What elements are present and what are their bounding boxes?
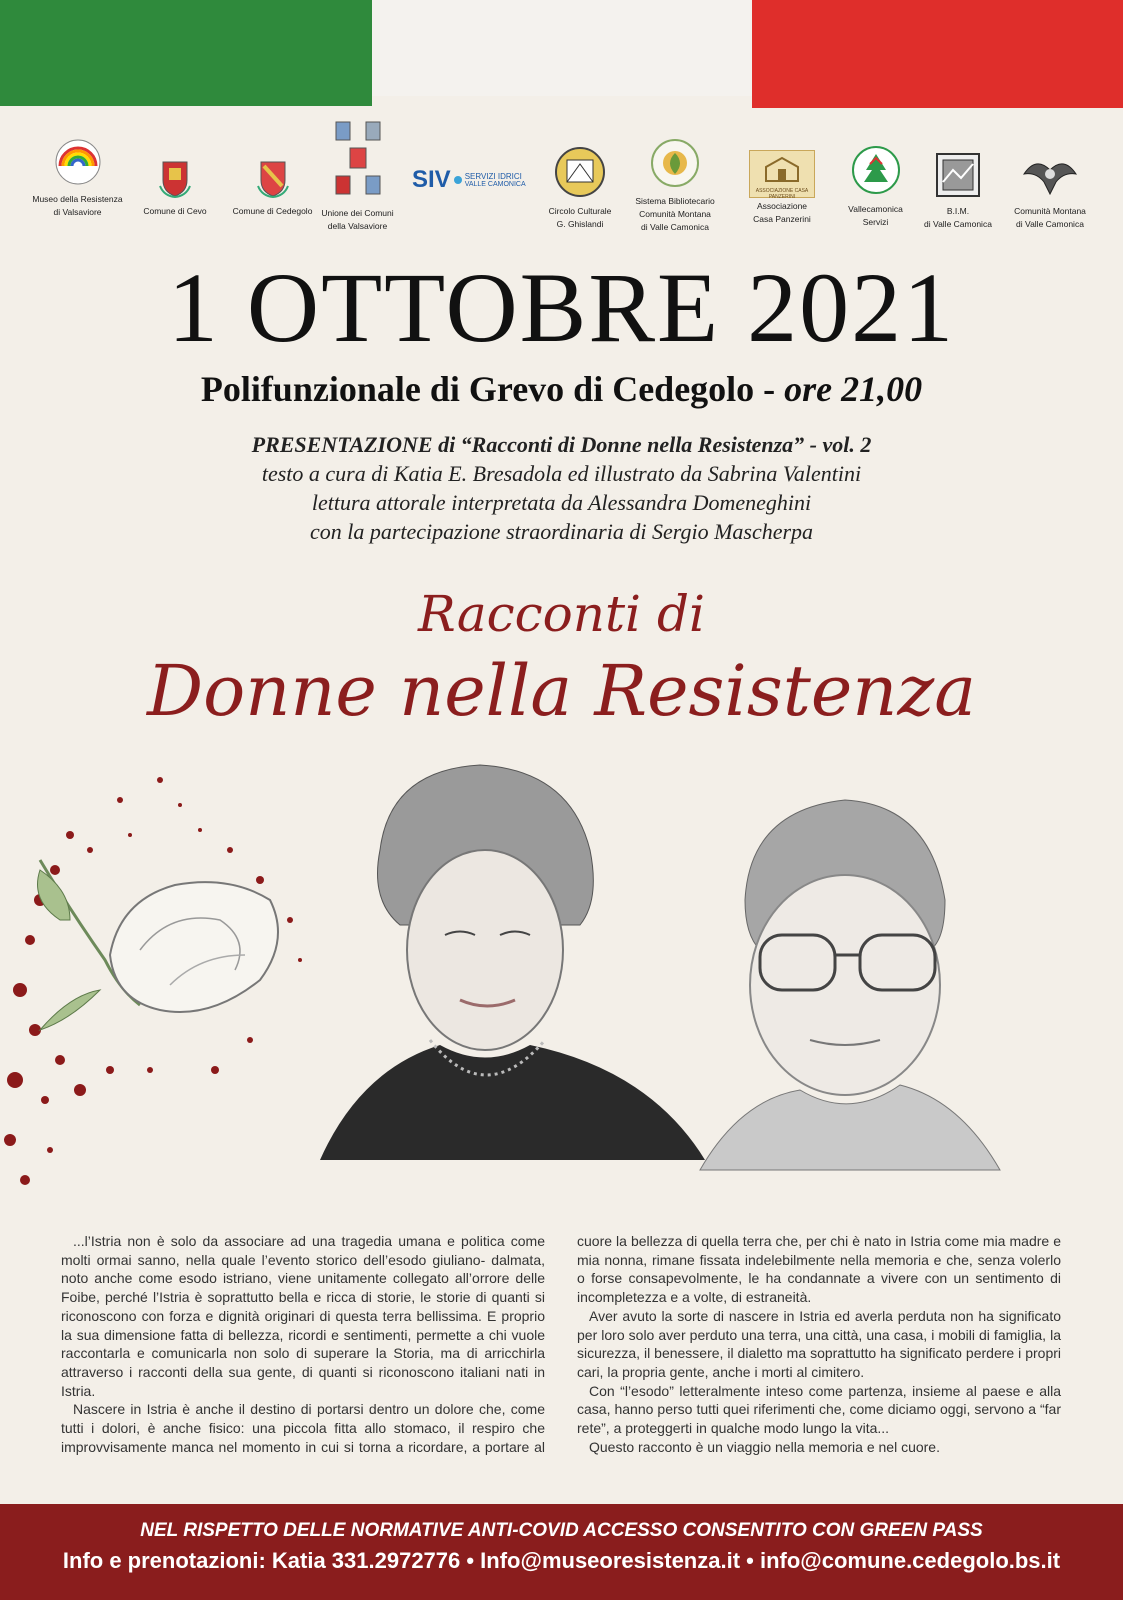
- logo-caption: Casa Panzerini: [753, 214, 811, 224]
- water-drop-icon: [454, 176, 462, 184]
- story-paragraph: ...l’Istria non è solo da associare ad una tragedia umana e politica come molti ormai sanno, nella quale l’evento storico dell’esodo giuliano- dalmata, noto anche come esodo istriano, viene unitamente collegato all’orrore delle Foibe, perché l’Istria è soprattutto bella e ricca di storie, le storie di quanti si riconoscono con forza e dignità originari di questa terra bellissima. E proprio la sua dimensione fatta di bellezza, ricordi e sentimenti, permette a chi vuole raccontarla e comunicarla non solo di superare la Storia, ma di arricchirla attraverso i racconti della sua gente, di quanti si riconoscono italiani nati in Istria.: [61, 1233, 545, 1399]
- event-time: ore 21,00: [784, 369, 923, 409]
- siv-wordmark: SIV: [412, 166, 451, 193]
- logo-caption: Vallecamonica: [848, 204, 903, 214]
- presentation-title: PRESENTAZIONE di “Racconti di Donne nella Resistenza” - vol. 2: [251, 432, 872, 457]
- eagle-emblem-icon: [1020, 152, 1080, 198]
- unione-comuni-logo: [315, 118, 400, 231]
- story-paragraph: Aver avuto la sorte di nascere in Istria ed averla perduta non ha significato per loro solo aver perduto una terra, una città, una casa, i mobili di famiglia, la sicurezza, il benessere, il dialetto ma soprattutto ha significato perdere i propri cari, la propria gente, anche i morti al cimitero.: [577, 1307, 1061, 1380]
- footer-banner: [0, 1504, 1123, 1600]
- white-rose-icon: [38, 860, 279, 1030]
- logo-caption: Servizi: [862, 217, 889, 227]
- casa-panzerini-badge-text: ASSOCIAZIONE CASA PANZERINI: [755, 188, 809, 200]
- event-date: 1 OTTOBRE 2021: [167, 252, 956, 363]
- logo-caption: di Valle Camonica: [1016, 219, 1084, 229]
- logo-caption: della Valsaviore: [327, 221, 388, 231]
- bim-logo: [918, 152, 998, 229]
- comune-cevo-logo: [140, 156, 210, 216]
- logo-caption: B.I.M.: [946, 206, 970, 216]
- illustration-rose-and-portraits: [0, 740, 1123, 1210]
- logo-caption: Comunità Montana: [639, 209, 711, 219]
- sistema-bibliotecario-logo: [625, 138, 725, 232]
- book-title-main: Donne nella Resistenza: [147, 650, 976, 732]
- siv-subtitle: VALLE CAMONICA: [464, 181, 526, 188]
- covid-notice: NEL RISPETTO DELLE NORMATIVE ANTI-COVID ACCESSO CONSENTITO CON GREEN PASS: [140, 1520, 983, 1541]
- contact-info: Info e prenotazioni: Katia 331.2972776 • Info@museoresistenza.it • info@comune.cedegolo.bs.it: [62, 1548, 1061, 1573]
- logo-caption: Comune di Cedegolo: [232, 206, 313, 216]
- logo-caption: Comunità Montana: [1014, 206, 1086, 216]
- comune-cedegolo-logo: [225, 156, 320, 216]
- italian-flag-banner: [0, 0, 1123, 110]
- logo-caption: Comune di Cevo: [143, 206, 207, 216]
- circolo-emblem-icon: [554, 146, 606, 198]
- reading-credit: lettura attorale interpretata da Alessandra Domeneghini: [311, 490, 812, 515]
- logo-caption: di Valsaviore: [53, 207, 102, 217]
- logo-caption: Museo della Resistenza: [32, 194, 123, 204]
- comunita-montana-logo: [1005, 152, 1095, 229]
- story-paragraph: Nascere in Istria è anche il destino di portarsi dentro un dolore che, come tutti i dolori, è anche fisico: una piccola fitta allo stomaco, il respiro che improvvisamente manca nel momento in cui si torna a ricordare, a portare al cuore la bellezza di quella terra che, per chi è nato in Istria come mia madre e mia nonna, rimane fissata indelebilmente nella memoria e che, senza volerlo o forse consapevolmente, le ha condannate a vivere con un sentimento di incompletezza e a volte, di estraneità.: [61, 1233, 1061, 1455]
- rainbow-emblem-icon: [50, 138, 106, 186]
- event-venue: [0, 368, 1123, 410]
- book-title-top: Racconti di: [418, 585, 705, 643]
- museo-resistenza-logo: [30, 138, 125, 217]
- logo-caption: G. Ghislandi: [556, 219, 604, 229]
- flag-green-band: [0, 0, 372, 106]
- story-paragraph: Questo racconto è un viaggio nella memoria e nel cuore.: [589, 1438, 940, 1455]
- casa-panzerini-logo: [742, 150, 822, 224]
- story-text: [61, 1232, 1061, 1494]
- logo-caption: di Valle Camonica: [924, 219, 992, 229]
- flag-red-band: [752, 0, 1123, 108]
- venue-name: Polifunzionale di Grevo di Cedegolo -: [200, 369, 785, 409]
- portrait-woman-left-icon: [320, 765, 705, 1160]
- coat-of-arms-group-icon: [330, 118, 386, 200]
- logo-caption: Sistema Bibliotecario: [635, 196, 715, 206]
- vallecamonica-servizi-logo: [838, 144, 913, 227]
- portrait-woman-right-icon: [700, 800, 1000, 1170]
- circolo-ghislandi-logo: [535, 146, 625, 229]
- logo-caption: di Valle Camonica: [641, 222, 709, 232]
- flag-white-band: [372, 0, 752, 96]
- logo-caption: Associazione: [756, 201, 808, 211]
- logo-caption: Unione dei Comuni: [321, 208, 394, 218]
- siv-logo: [412, 166, 532, 194]
- sponsor-logos-row: [20, 118, 1103, 233]
- tree-emblem-icon: [850, 144, 902, 196]
- coat-of-arms-icon: [256, 156, 290, 198]
- casa-panzerini-badge: [749, 150, 815, 198]
- coat-of-arms-icon: [158, 156, 192, 198]
- presentation-info: [0, 430, 1123, 546]
- author-credit: testo a cura di Katia E. Bresadola ed illustrato da Sabrina Valentini: [261, 461, 862, 486]
- house-icon: [762, 155, 802, 183]
- bim-emblem-icon: [935, 152, 981, 198]
- guest-credit: con la partecipazione straordinaria di Sergio Mascherpa: [309, 519, 814, 544]
- logo-caption: Circolo Culturale: [548, 206, 612, 216]
- siv-subtitle: SERVIZI IDRICI: [464, 172, 522, 181]
- leaf-emblem-icon: [647, 138, 703, 188]
- story-paragraph: Con “l’esodo” letteralmente inteso come partenza, insieme al paese e alla casa, hanno perso tutti quei riferimenti che, come diciamo oggi, servono a “far rete”, a proteggerti in qualche modo lungo la vita...: [577, 1382, 1061, 1437]
